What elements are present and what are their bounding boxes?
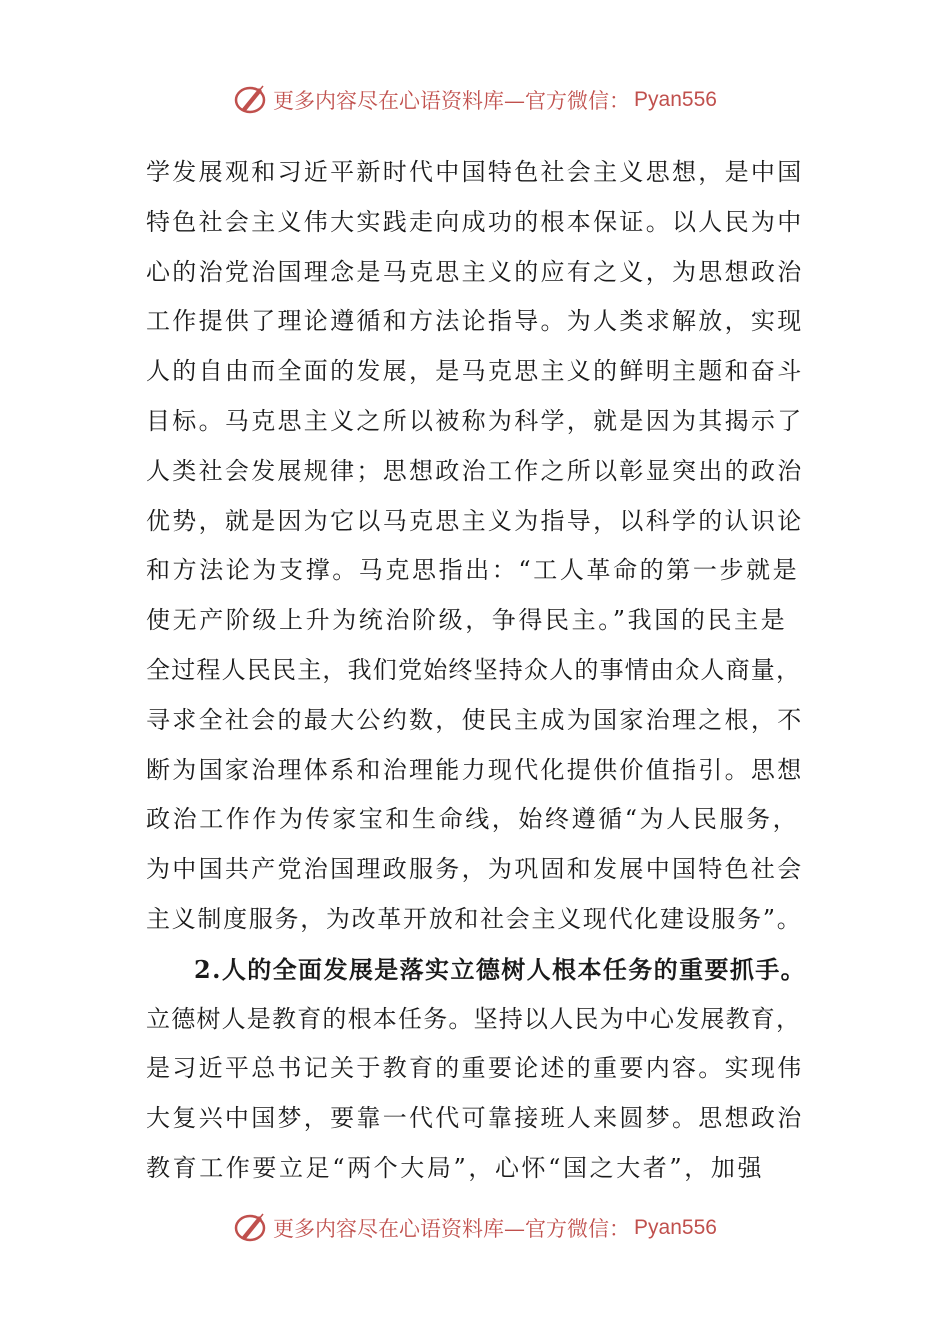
quill-pen-logo-icon <box>233 1210 269 1246</box>
text-line: 立德树人是教育的根本任务。坚持以人民为中心发展教育， <box>146 1004 802 1033</box>
text-line: 政治工作作为传家宝和生命线，始终遵循“为人民服务， <box>146 805 800 834</box>
section-heading: 2.人的全面发展是落实立德树人根本任务的重要抓手。 <box>194 954 807 984</box>
text-line: 特色社会主义伟大实践走向成功的根本保证。以人民为中 <box>146 207 804 236</box>
text-line: 使无产阶级上升为统治阶级，争得民主。”我国的民主是 <box>146 606 788 635</box>
watermark-text: 更多内容尽在心语资料库—官方微信： <box>273 89 631 113</box>
text-line: 目标。马克思主义之所以被称为科学，就是因为其揭示了 <box>146 406 804 435</box>
watermark-wechat-id: Pyan556 <box>634 88 717 111</box>
text-line: 断为国家治理体系和治理能力现代化提供价值指引。思想 <box>146 755 804 784</box>
text-line: 工作提供了理论遵循和方法论指导。为人类求解放，实现 <box>146 307 804 336</box>
text-line: 人类社会发展规律；思想政治工作之所以彰显突出的政治 <box>146 456 804 485</box>
quill-pen-logo-icon <box>233 82 269 118</box>
text-line: 心的治党治国理念是马克思主义的应有之义，为思想政治 <box>146 257 804 286</box>
text-line: 大复兴中国梦，要靠一代代可靠接班人来圆梦。思想政治 <box>146 1104 804 1133</box>
footer-watermark <box>0 1210 950 1246</box>
header-watermark <box>0 82 950 118</box>
text-line: 寻求全社会的最大公约数，使民主成为国家治理之根，不 <box>146 705 804 734</box>
text-line: 优势，就是因为它以马克思主义为指导，以科学的认识论 <box>146 506 804 535</box>
text-line: 学发展观和习近平新时代中国特色社会主义思想，是中国 <box>146 158 804 186</box>
text-line: 和方法论为支撑。马克思指出：“工人革命的第一步就是 <box>146 556 800 585</box>
text-line: 为中国共产党治国理政服务，为巩固和发展中国特色社会 <box>146 855 804 884</box>
text-line: 人的自由而全面的发展，是马克思主义的鲜明主题和奋斗 <box>146 357 804 386</box>
watermark-wechat-id: Pyan556 <box>634 1216 717 1239</box>
text-line: 主义制度服务，为改革开放和社会主义现代化建设服务”。 <box>146 904 803 933</box>
text-line: 全过程人民民主，我们党始终坚持众人的事情由众人商量， <box>146 655 802 684</box>
text-line: 教育工作要立足“两个大局”，心怀“国之大者”，加强 <box>146 1153 765 1182</box>
document-body <box>146 148 806 1194</box>
text-line: 是习近平总书记关于教育的重要论述的重要内容。实现伟 <box>146 1054 804 1083</box>
watermark-text: 更多内容尽在心语资料库—官方微信： <box>273 1217 631 1241</box>
